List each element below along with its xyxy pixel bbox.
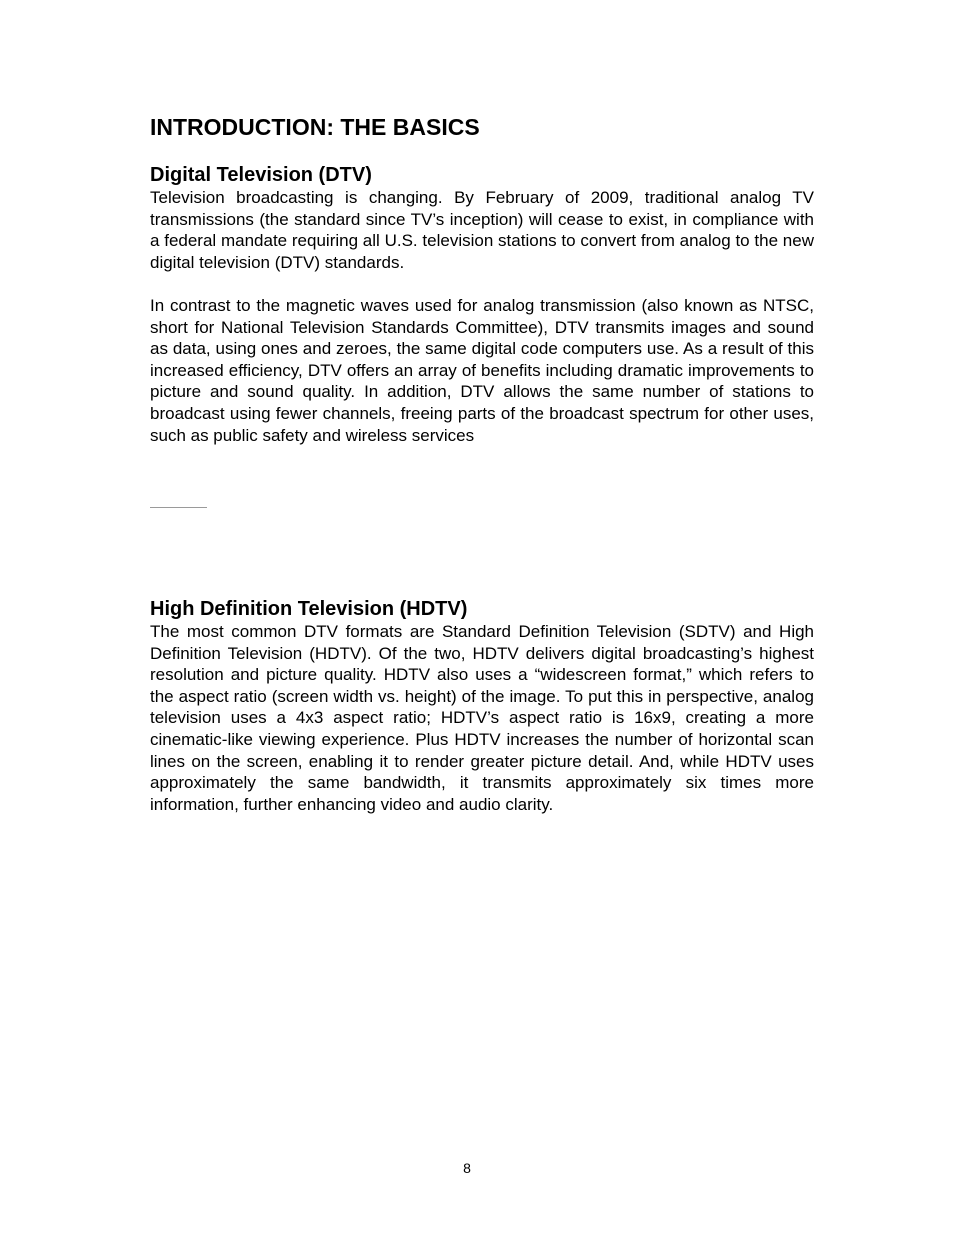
page-title: INTRODUCTION: THE BASICS xyxy=(150,114,480,140)
page-number: 8 xyxy=(463,1160,471,1176)
section-heading-hdtv: High Definition Television (HDTV) xyxy=(150,598,468,620)
section-heading-dtv: Digital Television (DTV) xyxy=(150,164,372,186)
dtv-paragraph-1: Television broadcasting is changing. By February of 2009, traditional analog TV transmissions (the standard since TV’s inception) will cease to exist, in compliance with a federal mandate requiring all U.S. television stations to convert from analog to the new digital television (DTV) standards. xyxy=(150,188,814,272)
footnote-divider xyxy=(150,507,207,508)
hdtv-paragraph-1: The most common DTV formats are Standard Definition Television (SDTV) and High Definition Television (HDTV). Of the two, HDTV delivers digital broadcasting’s highest resolution and picture quality. HDTV also uses a “widescreen format,” which refers to the aspect ratio (screen width vs. height) of the image. To put this in perspective, analog television uses a 4x3 aspect ratio; HDTV’s aspect ratio is 16x9, creating a more cinematic-like viewing experience. Plus HDTV increases the number of horizontal scan lines on the screen, enabling it to render greater picture detail. And, while HDTV uses approximately the same bandwidth, it transmits approximately six times more information, further enhancing video and audio clarity. xyxy=(150,622,814,814)
dtv-paragraph-2: In contrast to the magnetic waves used for analog transmission (also known as NTSC, short for National Television Standards Committee), DTV transmits images and sound as data, using ones and zeroes, the same digital code computers use. As a result of this increased efficiency, DTV offers an array of benefits including dramatic improvements to picture and sound quality. In addition, DTV allows the same number of stations to broadcast using fewer channels, freeing parts of the broadcast spectrum for other uses, such as public safety and wireless services xyxy=(150,296,814,445)
